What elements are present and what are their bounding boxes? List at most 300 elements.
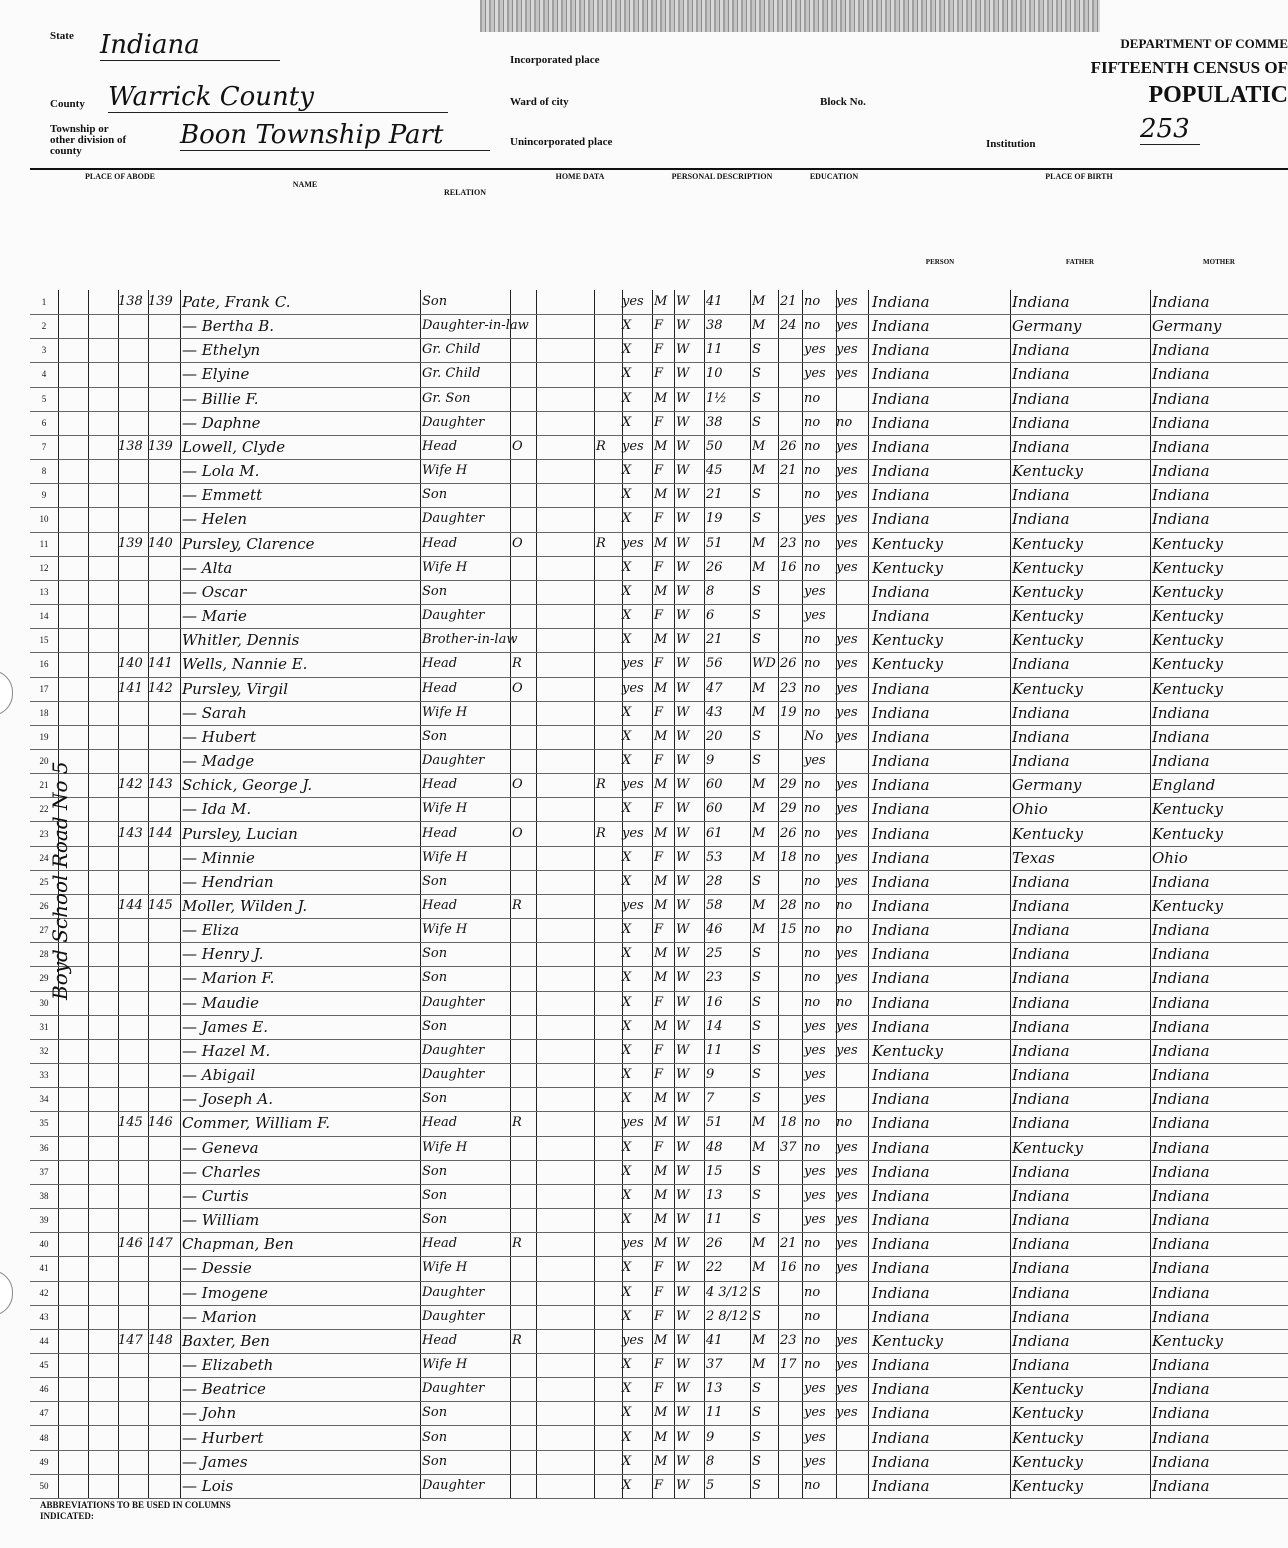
cell-name: — Minnie	[182, 848, 255, 867]
cell-age: 5	[706, 1477, 715, 1493]
table-row	[30, 725, 1288, 750]
cell-fam	[148, 1088, 180, 1110]
cell-mar: M	[752, 777, 766, 793]
cell-race: W	[676, 680, 690, 696]
cell-farm: X	[622, 342, 632, 358]
cell-age: 9	[706, 1429, 715, 1445]
cell-age: 43	[706, 704, 723, 720]
cell-sch: no	[804, 970, 821, 986]
cell-bp: Indiana	[872, 365, 930, 384]
cell-mar: M	[752, 825, 766, 841]
cell-ln: 47	[39, 1408, 49, 1419]
cell-bm: Indiana	[1152, 993, 1210, 1012]
cell-sch: no	[804, 898, 821, 913]
cell-read: yes	[836, 1236, 858, 1252]
cell-fam	[148, 1185, 180, 1207]
cell-fam: 146	[148, 1115, 173, 1131]
cell-bf: Indiana	[1012, 389, 1070, 408]
cell-ln: 33	[39, 1070, 49, 1081]
cell-dw	[118, 847, 148, 869]
cell-bm: Indiana	[1152, 1162, 1210, 1181]
cell-race: W	[676, 1453, 690, 1469]
cell-farm: X	[622, 704, 632, 720]
cell-bf: Indiana	[1012, 413, 1070, 432]
cell-fam	[148, 1475, 180, 1497]
cell-sex: M	[654, 632, 668, 648]
cell-radio: R	[596, 438, 606, 454]
cell-bm: Kentucky	[1152, 1331, 1223, 1350]
cell-own	[512, 1064, 536, 1086]
cell-bf: Kentucky	[1012, 582, 1083, 601]
cell-sex: M	[654, 390, 668, 406]
cell-mar: S	[752, 632, 761, 648]
cell-own: O	[512, 777, 523, 793]
cell-bm: Indiana	[1152, 1356, 1210, 1375]
cell-mar: M	[752, 1357, 766, 1373]
cell-name: Lowell, Clyde	[182, 437, 286, 456]
cell-bm: Indiana	[1152, 921, 1210, 940]
cell-agem	[780, 967, 802, 989]
cell-ln: 31	[39, 1021, 49, 1032]
cell-name: — Ethelyn	[182, 341, 261, 360]
cell-agem	[780, 508, 802, 530]
table-row	[30, 797, 1288, 822]
cell-radio: R	[596, 825, 606, 841]
cell-agem: 26	[780, 656, 797, 672]
cell-mar: M	[752, 801, 766, 817]
cell-radio	[596, 726, 622, 748]
cell-bm: Kentucky	[1152, 631, 1223, 650]
cell-farm: yes	[622, 1332, 644, 1348]
cell-agem: 17	[780, 1357, 797, 1373]
cell-own: R	[512, 1236, 522, 1252]
cell-fam	[148, 943, 180, 965]
cell-ln: 34	[39, 1094, 49, 1105]
cell-mar: M	[752, 680, 766, 696]
cell-age: 21	[706, 632, 723, 648]
cell-bf: Kentucky	[1012, 1452, 1083, 1471]
table-row	[30, 459, 1288, 484]
cell-age: 61	[706, 825, 723, 841]
cell-dw	[118, 1016, 148, 1038]
cell-read	[836, 1282, 868, 1304]
cell-farm: yes	[622, 656, 644, 672]
cell-rel: Son	[422, 728, 448, 744]
cell-read	[836, 1451, 868, 1473]
cell-bm: Kentucky	[1152, 582, 1223, 601]
cell-own	[512, 798, 536, 820]
cell-bp: Indiana	[872, 1017, 930, 1036]
cell-agem	[780, 1402, 802, 1424]
cell-ln: 5	[41, 393, 47, 404]
table-row	[30, 846, 1288, 871]
cell-sch: no	[804, 1115, 821, 1131]
table-row	[30, 580, 1288, 605]
cell-fam	[148, 702, 180, 724]
cell-rel: Daughter	[422, 1381, 485, 1397]
cell-bm: Indiana	[1152, 1259, 1210, 1278]
cell-sex: M	[654, 970, 668, 986]
cell-bf: Kentucky	[1012, 534, 1083, 553]
cell-sch: no	[804, 873, 821, 889]
cell-dw	[118, 726, 148, 748]
cell-bm: Indiana	[1152, 1138, 1210, 1157]
col-mother: MOTHER	[1203, 258, 1235, 266]
cell-fam: 140	[148, 535, 173, 551]
cell-rel: Daughter	[422, 1042, 485, 1058]
cell-own: R	[512, 1115, 522, 1131]
cell-val	[536, 581, 594, 603]
cell-own: O	[512, 535, 523, 551]
cell-dw: 144	[118, 898, 143, 913]
cell-farm: X	[622, 511, 632, 527]
cell-sex: M	[654, 438, 668, 454]
cell-bm: Kentucky	[1152, 655, 1223, 674]
cell-race: W	[676, 656, 690, 672]
table-row	[30, 338, 1288, 363]
cell-sex: F	[654, 994, 664, 1010]
cell-val	[536, 1088, 594, 1110]
cell-bm: Indiana	[1152, 1307, 1210, 1326]
cell-dw	[118, 1306, 148, 1328]
cell-race: W	[676, 1332, 690, 1348]
cell-bf: Kentucky	[1012, 1138, 1083, 1157]
cell-bm: Indiana	[1152, 945, 1210, 964]
cell-radio	[596, 339, 622, 361]
cell-bf: Germany	[1012, 317, 1082, 336]
cell-own: O	[512, 438, 523, 454]
cell-bf: Kentucky	[1012, 1476, 1083, 1495]
table-row	[30, 773, 1288, 798]
cell-agem: 21	[780, 1236, 797, 1252]
cell-agem	[780, 750, 802, 772]
cell-mar: M	[752, 559, 766, 575]
cell-ln: 16	[39, 659, 49, 670]
cell-agem	[780, 1016, 802, 1038]
cell-bp: Indiana	[872, 293, 930, 311]
cell-name: — Imogene	[182, 1283, 268, 1302]
cell-age: 11	[706, 342, 723, 358]
cell-age: 28	[706, 873, 723, 889]
cell-radio	[596, 1306, 622, 1328]
cell-dw	[118, 557, 148, 579]
cell-bm: Indiana	[1152, 510, 1210, 529]
cell-sch: yes	[804, 1381, 826, 1397]
punch-hole	[0, 1270, 13, 1316]
cell-ln: 2	[41, 321, 47, 332]
cell-sex: F	[654, 463, 664, 479]
cell-bp: Kentucky	[872, 1041, 943, 1060]
county-label: County	[50, 98, 85, 110]
cell-dw	[118, 484, 148, 506]
cell-sex: F	[654, 1042, 664, 1058]
footer-abbreviations	[250, 1500, 1280, 1544]
cell-bm: Indiana	[1152, 727, 1210, 746]
cell-fam	[148, 1016, 180, 1038]
group-name: NAME	[292, 180, 318, 189]
cell-radio	[596, 1378, 622, 1400]
state-label: State	[50, 30, 74, 42]
cell-bp: Indiana	[872, 1452, 930, 1471]
table-row	[30, 314, 1288, 339]
cell-fam	[148, 484, 180, 506]
cell-ln: 37	[39, 1166, 49, 1177]
cell-fam	[148, 1427, 180, 1449]
cell-race: W	[676, 1115, 690, 1131]
cell-dw	[118, 1475, 148, 1497]
cell-val	[536, 291, 594, 313]
cell-sch: no	[804, 390, 821, 406]
cell-own	[512, 508, 536, 530]
cell-bm: Kentucky	[1152, 558, 1223, 577]
cell-ln: 40	[39, 1239, 49, 1250]
cell-mar: M	[752, 1236, 766, 1252]
cell-read: yes	[836, 1381, 858, 1397]
cell-ln: 15	[39, 635, 49, 646]
cell-dw	[118, 919, 148, 941]
cell-radio	[596, 967, 622, 989]
cell-farm: X	[622, 1091, 632, 1107]
cell-sch: yes	[804, 1018, 826, 1034]
cell-rel: Daughter	[422, 753, 485, 769]
cell-dw	[118, 1257, 148, 1279]
cell-own	[512, 1427, 536, 1449]
cell-name: — Daphne	[182, 413, 261, 432]
cell-name: Pursley, Clarence	[182, 534, 315, 553]
cell-race: W	[676, 390, 690, 406]
cell-sch: yes	[804, 583, 826, 599]
cell-ln: 17	[39, 683, 49, 694]
cell-bp: Indiana	[872, 1380, 930, 1399]
cell-radio	[596, 919, 622, 941]
cell-farm: X	[622, 366, 632, 382]
cell-race: W	[676, 825, 690, 841]
cell-race: W	[676, 1284, 690, 1300]
cell-fam	[148, 1306, 180, 1328]
cell-name: — Alta	[182, 558, 233, 577]
table-row	[30, 1474, 1288, 1499]
cell-sex: F	[654, 753, 664, 769]
cell-ln: 8	[41, 466, 47, 477]
cell-bp: Indiana	[872, 752, 930, 771]
cell-bm: Indiana	[1152, 1114, 1210, 1133]
cell-ln: 24	[39, 852, 49, 863]
cell-bm: Indiana	[1152, 1041, 1210, 1060]
cell-sex: M	[654, 1091, 668, 1107]
cell-mar: S	[752, 1381, 761, 1397]
cell-race: W	[676, 318, 690, 334]
cell-rel: Daughter	[422, 414, 485, 430]
cell-bp: Indiana	[872, 317, 930, 336]
cell-age: 38	[706, 414, 723, 430]
cell-dw: 142	[118, 777, 143, 793]
cell-radio	[596, 1451, 622, 1473]
table-row	[30, 1281, 1288, 1306]
cell-sch: no	[804, 704, 821, 720]
cell-read: yes	[836, 1212, 858, 1228]
cell-rel: Gr. Child	[422, 366, 481, 382]
cell-fam: 143	[148, 777, 173, 793]
cell-own	[512, 1161, 536, 1183]
cell-farm: X	[622, 1405, 632, 1421]
cell-ln: 12	[39, 562, 49, 573]
cell-bm: Indiana	[1152, 486, 1210, 505]
cell-bf: Indiana	[1012, 1307, 1070, 1326]
cell-own	[512, 460, 536, 482]
cell-bf: Kentucky	[1012, 1404, 1083, 1423]
cell-bp: Indiana	[872, 341, 930, 360]
cell-race: W	[676, 1067, 690, 1083]
cell-val	[536, 1137, 594, 1159]
cell-rel: Wife H	[422, 849, 468, 865]
cell-ln: 25	[39, 876, 49, 887]
cell-dw	[118, 1137, 148, 1159]
cell-bp: Indiana	[872, 824, 930, 843]
cell-agem: 16	[780, 559, 797, 575]
cell-rel: Head	[422, 825, 458, 841]
cell-farm: X	[622, 1187, 632, 1203]
cell-radio: R	[596, 777, 606, 793]
cell-name: — Hendrian	[182, 872, 274, 891]
cell-ln: 44	[39, 1335, 49, 1346]
cell-race: W	[676, 463, 690, 479]
cell-rel: Head	[422, 1332, 458, 1348]
cell-farm: yes	[622, 438, 644, 454]
cell-agem: 23	[780, 1332, 797, 1348]
cell-dw	[118, 508, 148, 530]
cell-age: 41	[706, 294, 723, 309]
cell-val	[536, 412, 594, 434]
cell-bf: Indiana	[1012, 655, 1070, 674]
cell-fam	[148, 726, 180, 748]
cell-farm: X	[622, 1381, 632, 1397]
cell-dw	[118, 1209, 148, 1231]
cell-race: W	[676, 873, 690, 889]
cell-fam	[148, 919, 180, 941]
cell-race: W	[676, 294, 690, 309]
cell-agem: 29	[780, 777, 797, 793]
cell-bm: Indiana	[1152, 365, 1210, 384]
cell-bf: Indiana	[1012, 1331, 1070, 1350]
census-title: FIFTEENTH CENSUS OF	[1090, 58, 1288, 77]
cell-val	[536, 1306, 594, 1328]
cell-age: 13	[706, 1381, 723, 1397]
cell-race: W	[676, 922, 690, 938]
cell-farm: X	[622, 1477, 632, 1493]
cell-race: W	[676, 728, 690, 744]
cell-read: yes	[836, 535, 858, 551]
cell-bf: Texas	[1012, 848, 1055, 867]
cell-age: 11	[706, 1405, 723, 1421]
cell-sex: M	[654, 535, 668, 551]
cell-dw	[118, 1378, 148, 1400]
cell-val	[536, 460, 594, 482]
cell-dw	[118, 1064, 148, 1086]
cell-sch: yes	[804, 342, 826, 358]
cell-own	[512, 291, 536, 313]
cell-sex: F	[654, 608, 664, 624]
cell-bp: Indiana	[872, 703, 930, 722]
cell-fam	[148, 1402, 180, 1424]
cell-sch: yes	[804, 1042, 826, 1058]
cell-age: 23	[706, 970, 723, 986]
cell-bp: Indiana	[872, 1307, 930, 1326]
cell-radio	[596, 1064, 622, 1086]
cell-ln: 13	[39, 586, 49, 597]
cell-sex: M	[654, 1453, 668, 1469]
cell-dw	[118, 1088, 148, 1110]
cell-age: 8	[706, 583, 715, 599]
cell-farm: X	[622, 922, 632, 938]
state-value: Indiana	[100, 30, 280, 61]
cell-agem	[780, 1185, 802, 1207]
cell-rel: Wife H	[422, 704, 468, 720]
cell-name: Chapman, Ben	[182, 1235, 294, 1254]
cell-bf: Kentucky	[1012, 462, 1083, 481]
cell-own	[512, 1257, 536, 1279]
cell-sch: no	[804, 1260, 821, 1276]
cell-own	[512, 581, 536, 603]
cell-dw	[118, 605, 148, 627]
cell-age: 41	[706, 1332, 723, 1348]
cell-race: W	[676, 753, 690, 769]
cell-name: — Sarah	[182, 703, 247, 722]
cell-name: Pursley, Lucian	[182, 824, 298, 843]
cell-read	[836, 1064, 868, 1086]
cell-race: W	[676, 583, 690, 599]
cell-dw	[118, 581, 148, 603]
cell-sch: no	[804, 825, 821, 841]
cell-name: — Marion F.	[182, 969, 275, 988]
cell-farm: X	[622, 559, 632, 575]
cell-mar: S	[752, 1405, 761, 1421]
cell-bm: Kentucky	[1152, 534, 1223, 553]
cell-name: — Joseph A.	[182, 1090, 274, 1109]
table-row	[30, 1039, 1288, 1064]
cell-val	[536, 726, 594, 748]
cell-bm: Indiana	[1152, 1211, 1210, 1230]
cell-fam: 147	[148, 1236, 173, 1252]
table-row	[30, 1136, 1288, 1161]
cell-fam	[148, 1064, 180, 1086]
cell-bp: Indiana	[872, 945, 930, 964]
table-row	[30, 652, 1288, 677]
cell-age: 53	[706, 849, 723, 865]
cell-bf: Kentucky	[1012, 679, 1083, 698]
cell-read: no	[836, 898, 853, 913]
cell-bm: Indiana	[1152, 1235, 1210, 1254]
cell-sex: M	[654, 873, 668, 889]
cell-radio	[596, 1354, 622, 1376]
group-abode: PLACE OF ABODE	[85, 172, 155, 181]
cell-fam	[148, 508, 180, 530]
cell-bf: Indiana	[1012, 365, 1070, 384]
cell-sch: no	[804, 318, 821, 334]
cell-agem: 29	[780, 801, 797, 817]
cell-val	[536, 992, 594, 1014]
cell-agem	[780, 629, 802, 651]
cell-bf: Indiana	[1012, 437, 1070, 456]
cell-farm: X	[622, 318, 632, 334]
cell-dw: 138	[118, 438, 143, 454]
cell-ln: 19	[39, 731, 49, 742]
cell-age: 21	[706, 487, 723, 503]
cell-own	[512, 992, 536, 1014]
cell-radio	[596, 702, 622, 724]
cell-dw	[118, 629, 148, 651]
cell-agem: 23	[780, 680, 797, 696]
cell-bp: Indiana	[872, 437, 930, 456]
